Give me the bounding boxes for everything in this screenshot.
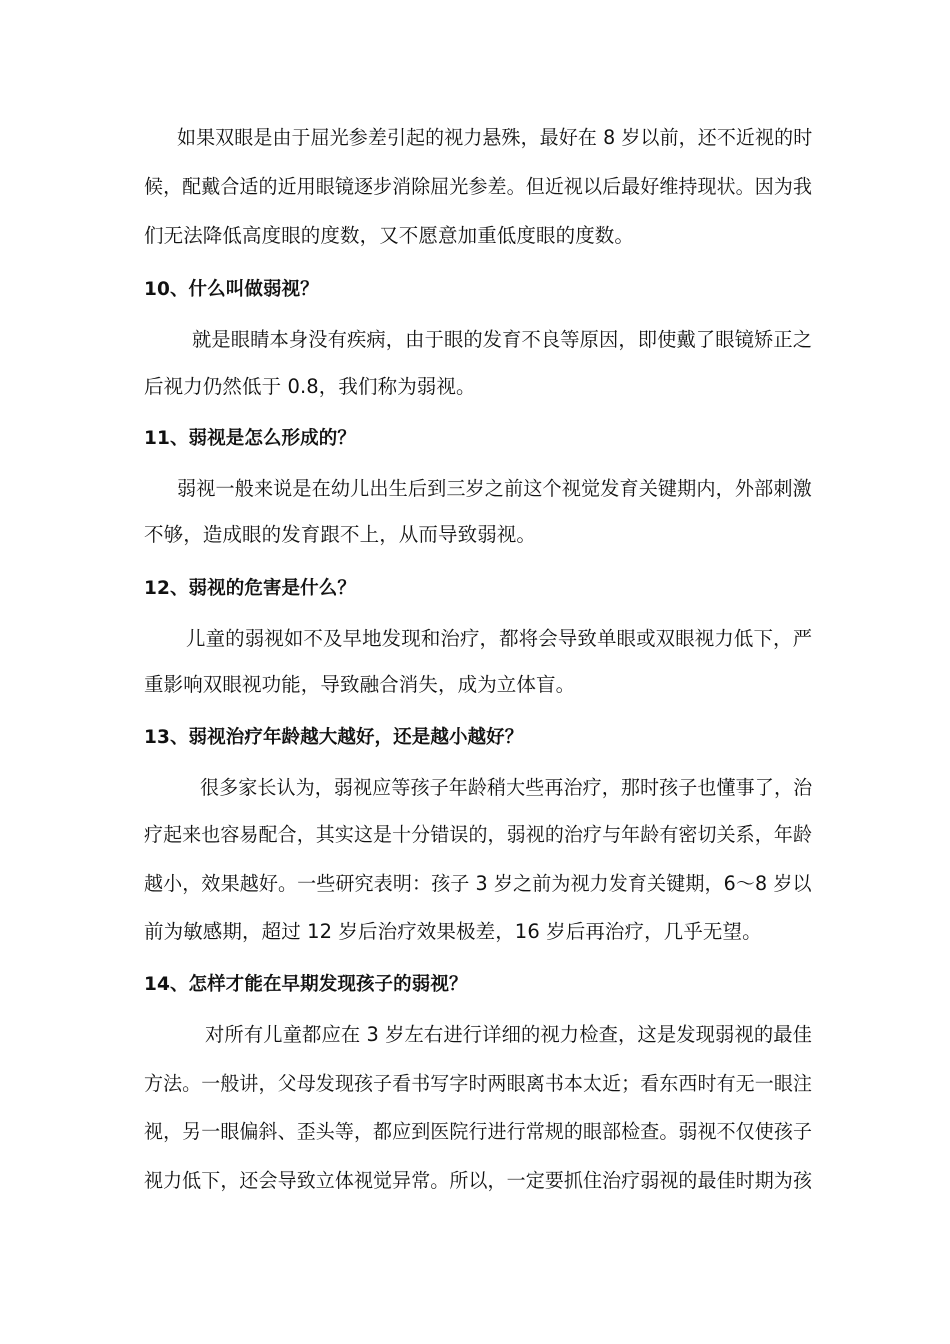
section-heading: 10、什么叫做弱视？ (144, 279, 319, 300)
paragraph-line: 弱视一般来说是在幼儿出生后到三岁之前这个视觉发育关键期内，外部刺激 (177, 477, 812, 500)
paragraph-line: 视力低下，还会导致立体视觉异常。所以，一定要抓住治疗弱视的最佳时期为孩 (144, 1169, 813, 1192)
paragraph-line: 们无法降低高度眼的度数，又不愿意加重低度眼的度数。 (144, 224, 635, 247)
section-heading: 11、弱视是怎么形成的？ (144, 428, 356, 449)
paragraph-line: 如果双眼是由于屈光参差引起的视力悬殊，最好在 8 岁以前，还不近视的时 (177, 126, 813, 149)
paragraph-line: 就是眼睛本身没有疾病，由于眼的发育不良等原因，即使戴了眼镜矫正之 (192, 328, 813, 351)
paragraph-line: 后视力仍然低于 0.8，我们称为弱视。 (144, 375, 476, 398)
paragraph-line: 对所有儿童都应在 3 岁左右进行详细的视力检查，这是发现弱视的最佳 (205, 1023, 813, 1046)
section-heading: 12、弱视的危害是什么？ (144, 578, 356, 599)
paragraph-line: 不够，造成眼的发育跟不上，从而导致弱视。 (144, 523, 537, 546)
section-heading: 14、怎样才能在早期发现孩子的弱视？ (144, 974, 468, 995)
paragraph-line: 方法。一般讲，父母发现孩子看书写字时两眼离书本太近；看东西时有无一眼注 (144, 1072, 813, 1095)
paragraph-line: 视，另一眼偏斜、歪头等，都应到医院行进行常规的眼部检查。弱视不仅使孩子 (144, 1120, 813, 1143)
paragraph-line: 越小，效果越好。一些研究表明：孩子 3 岁之前为视力发育关键期，6～8 岁以 (144, 872, 812, 895)
paragraph-line: 儿童的弱视如不及早地发现和治疗，都将会导致单眼或双眼视力低下，严 (186, 627, 813, 650)
section-heading: 13、弱视治疗年龄越大越好，还是越小越好？ (144, 727, 524, 748)
paragraph-line: 候，配戴合适的近用眼镜逐步消除屈光参差。但近视以后最好维持现状。因为我 (144, 175, 813, 198)
paragraph-line: 重影响双眼视功能，导致融合消失，成为立体盲。 (144, 673, 576, 696)
paragraph-line: 前为敏感期，超过 12 岁后治疗效果极差，16 岁后再治疗，几乎无望。 (144, 920, 762, 943)
paragraph-line: 疗起来也容易配合，其实这是十分错误的，弱视的治疗与年龄有密切关系，年龄 (144, 823, 813, 846)
paragraph-line: 很多家长认为，弱视应等孩子年龄稍大些再治疗，那时孩子也懂事了，治 (200, 776, 813, 799)
